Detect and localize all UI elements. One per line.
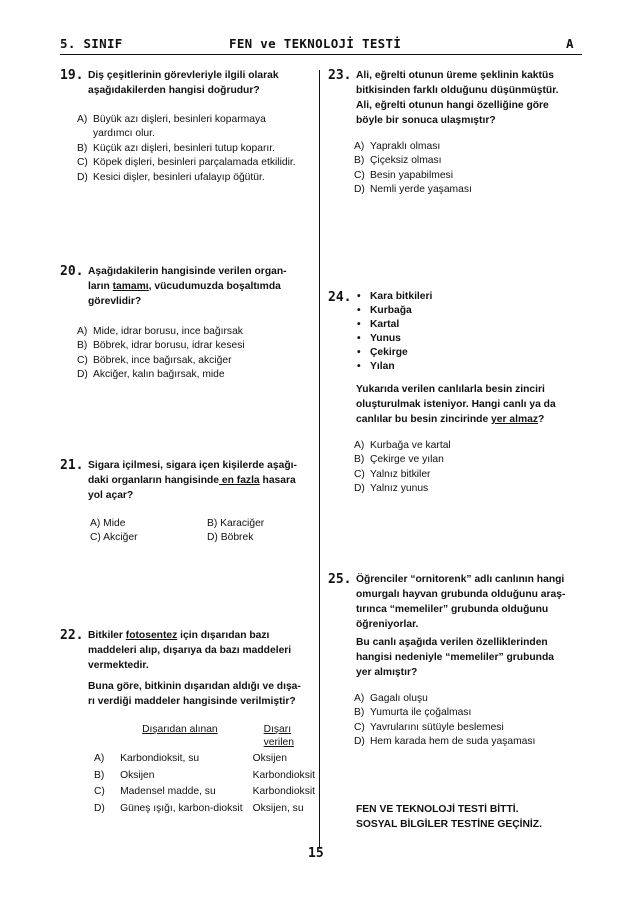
end-notice: FEN VE TEKNOLOJİ TESTİ BİTTİ. SOSYAL BİLGİLER TESTİNE GEÇİNİZ. [356,804,542,830]
question-prompt: Bu canlı aşağıda verilen özelliklerinden hangisi nedeniyle “memeliler” grubunda yer almıştır? [356,637,554,678]
question-number: 23. [328,68,352,83]
option-d[interactable]: D) Nemli yerde yaşaması [354,184,472,196]
table-row[interactable]: D) Güneş ışığı, karbon-dioksit Oksijen, su [94,802,304,814]
question-stem: Öğrenciler “ornitorenk” adlı canlının hangi omurgalı hayvan grubunda olduğunu araş- tırınca “memeliler” grubunda olduğunu öğreniyorlar. [356,574,566,630]
option-a[interactable]: A) Kurbağa ve kartal [354,440,451,451]
question-21 [60,458,315,546]
table-row[interactable]: C) Madensel madde, su Karbondioksit [94,786,315,797]
option-list [77,325,315,383]
option-a[interactable]: A) Büyük azı dişleri, besinleri koparmaya yardımcı olur. [77,114,266,140]
list-item: • Çekirge [357,347,408,358]
question-number: 25. [328,572,352,587]
option-d[interactable]: D) Böbrek [207,532,254,544]
question-number: 20. [60,264,84,279]
list-item: • Kartal [357,319,400,330]
list-item: • Kurbağa [357,305,412,316]
option-c[interactable]: C) Besin yapabilmesi [354,169,453,181]
emphasis-underline: yer almaz [491,414,538,425]
grade-label: 5. SINIF [60,36,123,51]
question-stem: Bitkiler fotosentez için dışarıdan bazı maddeleri alıp, dışarıya da bazı maddeleri vermektedir. [88,630,292,671]
header-rule [60,54,582,55]
table-row[interactable]: B) Oksijen Karbondioksit [94,769,315,781]
option-d[interactable]: D) Akciğer, kalın bağırsak, mide [77,369,225,381]
option-c[interactable]: C) Yavrularını sütüyle beslemesi [354,721,504,733]
option-d[interactable]: D) Kesici dişler, besinleri ufalayıp öğütür. [77,171,265,183]
option-a[interactable]: A) Mide, idrar borusu, ince bağırsak [77,326,243,337]
emphasis-underline: tamamı [112,281,149,292]
question-number: 22. [60,628,84,643]
question-prompt: Buna göre, bitkinin dışarıdan aldığı ve dışa- rı verdiği maddeler hangisinde verilmiştir? [88,681,301,707]
question-stem: Yukarıda verilen canlılarla besin zinciri oluşturulmak isteniyor. Hangi canlı ya da canlılar bu besin zincirinde yer almaz? [356,384,556,425]
question-22 [60,628,315,817]
option-grid [90,517,315,546]
option-c[interactable]: C) Yalnız bitkiler [354,468,431,480]
option-b[interactable]: B) Çiçeksiz olması [354,155,442,167]
option-a[interactable]: A) Yapraklı olması [354,141,441,152]
option-a[interactable]: A) Mide [90,518,126,529]
emphasis-underline: en fazla [219,475,260,486]
option-b[interactable]: B) Karaciğer [207,518,265,529]
question-23 [328,68,583,198]
option-list [354,439,583,497]
option-d[interactable]: D) Hem karada hem de suda yaşaması [354,736,536,748]
column-divider [319,70,320,848]
option-b[interactable]: B) Çekirge ve yılan [354,454,444,466]
list-item: • Kara bitkileri [357,291,433,302]
option-list [77,113,315,185]
option-b[interactable]: B) Böbrek, idrar borusu, idrar kesesi [77,340,245,352]
test-title: FEN ve TEKNOLOJİ TESTİ [229,36,402,51]
question-stem: Diş çeşitlerinin görevleriyle ilgili olarak aşağıdakilerden hangisi doğrudur? [88,70,279,96]
option-c[interactable]: C) Böbrek, ince bağırsak, akciğer [77,354,232,366]
question-number: 19. [60,68,84,83]
option-b[interactable]: B) Küçük azı dişleri, besinleri tutup koparır. [77,142,276,154]
question-stem: Ali, eğrelti otunun üreme şeklinin kaktüs bitkisinden farklı olduğunu düşünmüştür. Ali, eğrelti otunun hangi özelliğine göre böyle bir sonuca ulaşmıştır? [356,70,559,126]
question-19 [60,68,315,185]
option-c[interactable]: C) Köpek dişleri, besinleri parçalamada etkilidir. [77,157,296,169]
page-number: 15 [308,846,324,861]
question-24 [328,290,583,497]
question-25 [328,572,583,750]
question-stem: Aşağıdakilerin hangisinde verilen organ- ların tamamı, vücudumuzda boşaltımda görevlidir? [88,266,287,307]
question-number: 24. [328,290,352,305]
option-c[interactable]: C) Akciğer [90,532,138,544]
question-stem: Sigara içilmesi, sigara içen kişilerde aşağı- daki organların hangisinde en fazla hasara yol açar? [88,460,297,501]
emphasis-underline: fotosentez [125,630,178,641]
question-20 [60,264,315,383]
option-b[interactable]: B) Yumurta ile çoğalması [354,707,472,719]
organism-list [356,290,583,374]
answer-table [94,722,315,817]
booklet-letter: A [566,36,574,51]
option-a[interactable]: A) Gagalı oluşu [354,693,428,704]
option-d[interactable]: D) Yalnız yunus [354,483,429,495]
list-item: • Yılan [357,361,395,372]
list-item: • Yunus [357,333,401,344]
table-row[interactable]: A) Karbondioksit, su Oksijen [94,753,287,764]
option-list [354,692,583,750]
question-number: 21. [60,458,84,473]
option-list [354,140,583,198]
table-header: Dışarıdan alınan Dışarı verilen [142,724,294,748]
